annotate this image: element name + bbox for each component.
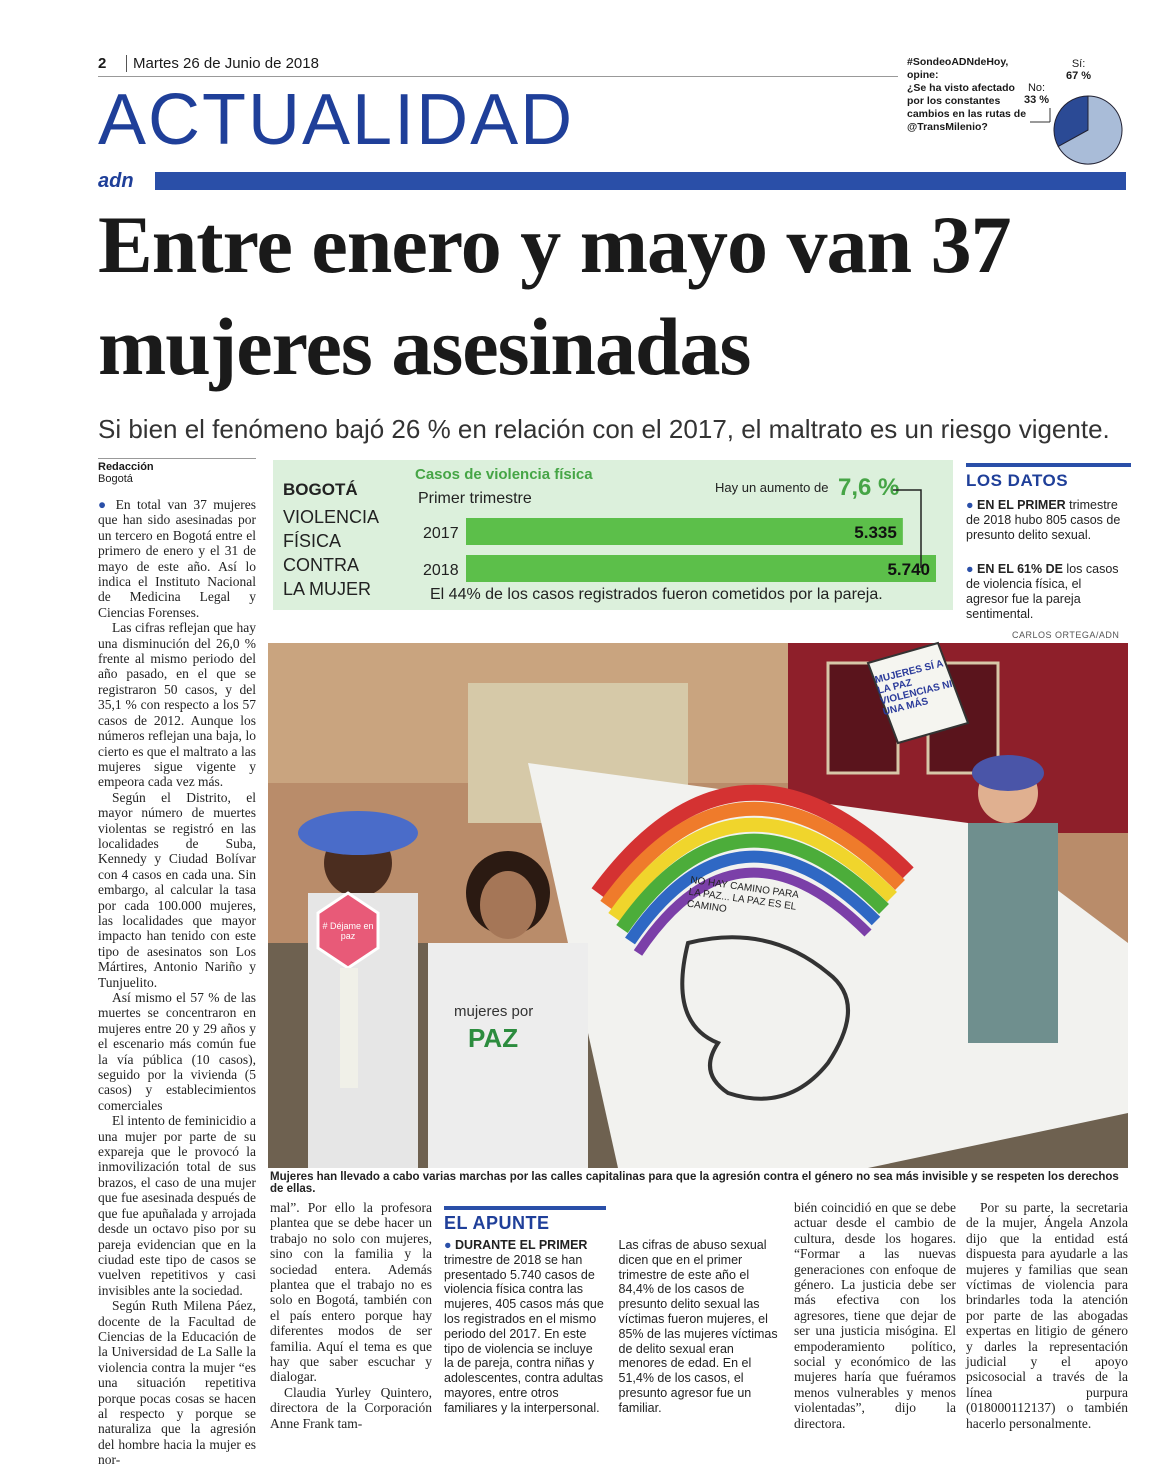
chart-footnote: El 44% de los casos registrados fueron cometidos por la pareja. <box>430 586 883 603</box>
los-datos-lead: EN EL 61% DE <box>977 562 1063 576</box>
poll-si-value: 67 % <box>1066 70 1092 82</box>
chart-increase-text: Hay un aumento de <box>715 480 829 495</box>
banner-text: NO HAY CAMINO PARA LA PAZ... LA PAZ ES EL CAMINO <box>686 874 799 916</box>
el-apunte-text: trimestre de 2018 se han presentado 5.740 casos de violencia física contra las mujeres, 405 casos más que los registrados en el mismo periodo del 2017. En este tipo de violencia se incluye la de pareja, contra niñas y adolescentes, contra adultas mayores, entre otros familiares y la interpersonal. Las cifras de abuso sexual dicen que en el primer trimestre de este año el 84,4% de los casos de presunto delito sexual las víctimas fueron mujeres, el 85% de las mujeres víctimas de delito sexual eran menores de edad. En el 51,4% de los casos, el presunto agresor fue un familiar. <box>444 1238 778 1415</box>
protest-sign-text: MUJERES SÍ A LA PAZ VIOLENCIAS NI UNA MÁS <box>873 658 954 719</box>
article-column-2 <box>270 1200 432 1431</box>
el-apunte-lead: DURANTE EL PRIMER <box>455 1238 588 1252</box>
los-datos-item <box>966 498 1126 543</box>
article-paragraph: Según Ruth Milena Páez, docente de la Facultad de Ciencias de la Educación de la Universidad de La Salle la violencia contra la mujer “es una situación repetitiva porque pocas cosas se hacen al respecto y porque se naturaliza que la agresión del hombre hacia la mujer es nor- <box>98 1298 256 1468</box>
chart-title: Casos de violencia física <box>415 466 593 483</box>
bullet-icon: ● <box>966 498 978 512</box>
los-datos-text: trimestre de 2018 hubo 805 casos de presunto delito sexual. <box>966 498 1121 542</box>
page-date: Martes 26 de Junio de 2018 <box>126 55 319 72</box>
el-apunte-title: EL APUNTE <box>444 1206 606 1234</box>
bar <box>466 518 903 545</box>
poll-no-value: 33 % <box>1024 94 1050 106</box>
article-paragraph: bién coincidió en que se debe actuar desde el cambio de cultura, desde los hogares. “Formar a las nuevas generaciones con enfoque de género. La justicia debe ser más efectiva con los agresores, tiene que dejar de ser una justicia misógina. El empoderamiento político, social y económico de las mujeres haría que fuéramos menos vulnerables y menos violentadas”, dijo la directora. <box>794 1200 956 1431</box>
photo-credit: CARLOS ORTEGA/ADN <box>1012 630 1120 640</box>
stop-sign-text: # Déjame en paz <box>322 921 374 941</box>
los-datos-text: los casos de violencia física, el agresor fue la pareja sentimental. <box>966 562 1119 621</box>
article-paragraph: mal”. Por ello la profesora plantea que se debe hacer un trabajo no solo con mujeres, sino con la familia y la sociedad entera. Además plantea que el trabajo no es solo en Bogotá, también con el país entero porque hay diferentes modos de ser familia. Aquí el tema es que hay que saber escuchar y dialogar. <box>270 1200 432 1385</box>
article-column-5 <box>794 1200 956 1431</box>
poll-question: ¿Se ha visto afectado por los constantes cambios en las rutas de @TransMilenio? <box>907 82 1027 133</box>
bullet-icon: ● <box>444 1238 456 1252</box>
chart-label-line: LA MUJER <box>283 579 372 599</box>
article-paragraph: Según el Distrito, el mayor número de muertes violentas se registró en las localidades de Suba, Kennedy y Ciudad Bolívar con 4 casos en cada una. Sin embargo, al calcular la tasa por cada 100.000 mujeres, las localidades que mayor impacto han tenido con este tipo de asesinatos son Los Mártires, Antonio Nariño y Tunjuelito. <box>98 789 256 990</box>
article-paragraph <box>98 497 256 620</box>
photo-caption: Mujeres han llevado a cabo varias marchas por las calles capitalinas para que la agresión contra el género no sea más invisible y se respeten los derechos de ellas. <box>270 1171 1119 1195</box>
poll-si-text: Sí: <box>1071 58 1086 70</box>
bar-value-label: 5.740 <box>887 560 930 579</box>
article-paragraph: Las cifras reflejan que hay una disminución del 26,0 % frente al mismo periodo del año pasado, en el que se registraron 50 casos, y del 35,1 % con respecto a los 57 casos de 2012. Aunque los números reflejan una baja, lo cierto es que el maltrato a las mujeres sigue vigente y empeora cada vez más. <box>98 620 256 790</box>
byline-place: Bogotá <box>98 473 133 485</box>
byline-author: Redacción <box>98 461 154 473</box>
header-rule <box>98 76 898 77</box>
chart-label-line: FÍSICA <box>283 531 342 551</box>
article-paragraph: Por su parte, la secretaria de la mujer, Ángela Anzola dijo que la entidad está dispuesta para ayudarle a las mujeres y familias que sean víctimas de violencia para brindarles toda la atención por parte de las abogadas expertas en litigio de género y darles la representación judicial y el apoyo psicosocial a través de la línea purpura (018000112137) o también hacerlo personalmente. <box>966 1200 1128 1431</box>
los-datos-item <box>966 562 1126 622</box>
poll-question-block <box>907 56 1032 134</box>
article-column-1 <box>98 497 256 1468</box>
section-title: ACTUALIDAD <box>98 80 575 160</box>
article-paragraph: Claudia Yurley Quintero, directora de la Corporación Anne Frank tam- <box>270 1384 432 1431</box>
los-datos-title: LOS DATOS <box>966 463 1131 491</box>
shirt-text-paz: PAZ <box>468 1023 519 1053</box>
article-paragraph: El intento de feminicidio a una mujer por parte de su expareja que le provocó la inmovilización total de sus brazos, el caso de una mujer que fue asesinada después de que fue apuñalada y arrojada desde un octavo piso por su pareja evidencian que en la ciudad este tipo de casos se vuelven repetitivos y casi invisibles ante la sociedad. <box>98 1113 256 1298</box>
bullet-icon: ● <box>966 562 978 576</box>
article-column-6 <box>966 1200 1128 1431</box>
poll-tag: #SondeoADNdeHoy, opine: <box>907 56 1009 81</box>
byline <box>98 458 256 485</box>
poll-si-label <box>1066 58 1091 82</box>
chart-subtitle: Primer trimestre <box>418 490 532 507</box>
shirt-text: mujeres por <box>454 1003 534 1020</box>
page-number: 2 <box>98 55 107 72</box>
chart-label-line: VIOLENCIA <box>283 507 380 527</box>
chart-label-line: CONTRA <box>283 555 359 575</box>
subtitle: Si bien el fenómeno bajó 26 % en relación con el 2017, el maltrato es un riesgo vigente. <box>98 414 1110 444</box>
article-paragraph: Así mismo el 57 % de las muertes se concentraron en mujeres entre 20 y 29 años y el escenario más común fue la vía pública (10 casos), seguido por la vivienda (5 casos) y establecimientos comerciales <box>98 990 256 1113</box>
header-blue-bar <box>155 172 1126 190</box>
poll-no-text: No: <box>1027 82 1046 94</box>
chart-increase-value: 7,6 % <box>838 474 900 501</box>
chart-label-city: BOGOTÁ <box>283 480 358 499</box>
bar-category-label: 2018 <box>423 562 459 579</box>
photo-march <box>268 643 1128 1168</box>
el-apunte-box <box>444 1238 779 1418</box>
poll-pie-chart <box>1030 90 1125 170</box>
bar-value-label: 5.335 <box>854 523 897 542</box>
bullet-icon: ● <box>98 497 116 512</box>
bar-category-label: 2017 <box>423 525 459 542</box>
los-datos-lead: EN EL PRIMER <box>977 498 1066 512</box>
article-paragraph-text: En total van 37 mujeres que han sido asesinadas por un tercero en Bogotá entre el primero de enero y el 31 de mayo de este año. Así lo indica el Instituto Nacional de Medicina Legal y Ciencias Forenses. <box>98 497 257 620</box>
headline: Entre enero y mayo van 37 mujeres asesinadas <box>98 199 1011 392</box>
bar <box>466 555 936 582</box>
adn-logo: adn <box>98 170 134 192</box>
